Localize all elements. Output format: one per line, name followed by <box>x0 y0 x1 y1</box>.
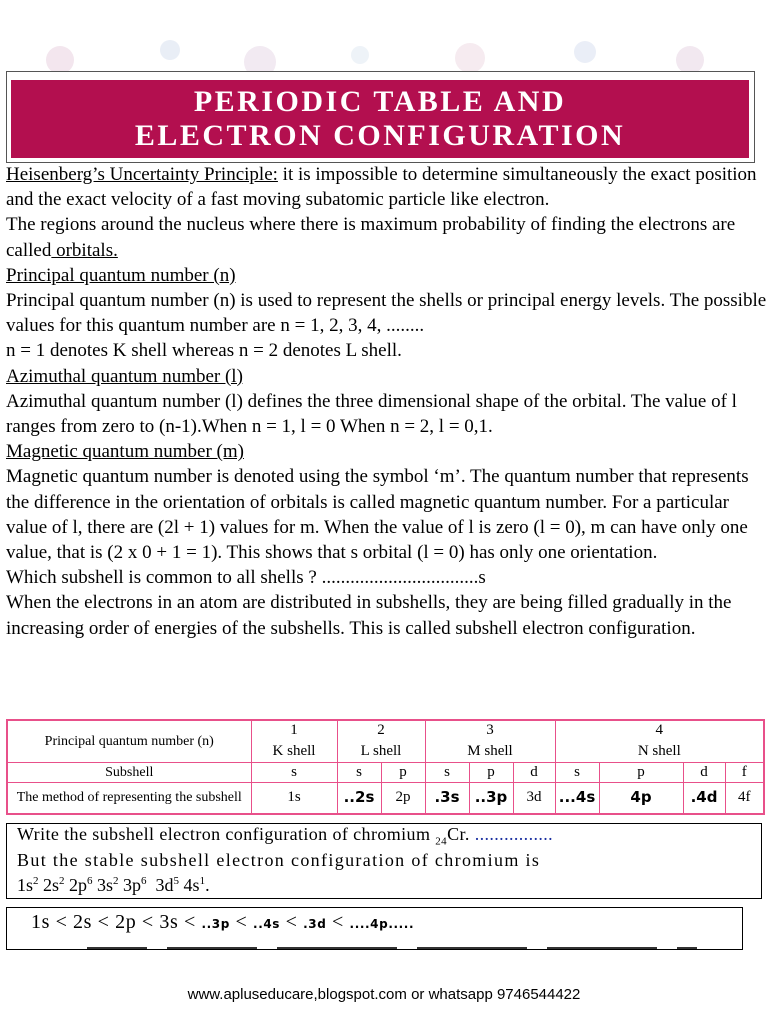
azimuthal-heading: Azimuthal quantum number (l) <box>6 365 243 387</box>
n-value: 1 <box>290 722 298 739</box>
config-term: $3s^2$ <box>97 875 119 895</box>
heisenberg-text: it is impossible to determine simultaneously the exact position and the exact velocity of a fast moving subatomic particle like electron. <box>6 164 757 211</box>
shell-cell-2 <box>337 720 425 762</box>
subshell-cell: p <box>469 762 513 782</box>
subshell-cell: p <box>381 762 425 782</box>
representation-cell: 1s <box>251 782 337 814</box>
chromium-question <box>17 824 553 848</box>
representation-cell: 2p <box>381 782 425 814</box>
main-text <box>6 162 768 641</box>
n-value: 3 <box>486 722 494 739</box>
shell-cell-3 <box>425 720 555 762</box>
title-line-2: ELECTRON CONFIGURATION <box>134 119 626 152</box>
principal-text-2: n = 1 denotes K shell whereas n = 2 denotes L shell. <box>6 340 402 362</box>
atomic-number: 24 <box>435 835 448 848</box>
table-row-principal <box>7 720 764 762</box>
shell-name: K shell <box>272 743 316 760</box>
n-value: 4 <box>655 722 664 739</box>
orbitals-paragraph <box>6 212 768 262</box>
config-electrons: 5 <box>173 875 180 887</box>
shell-cell-1 <box>251 720 337 762</box>
config-term: $2p^6$ <box>69 875 93 895</box>
heisenberg-heading: Heisenberg’s Uncertainty Principle: <box>6 164 278 185</box>
order-fill: ..4s <box>253 917 281 931</box>
order-fill: ....4p <box>349 917 389 931</box>
filling-text: When the electrons in an atom are distributed in subshells, they are being filled gradually in the increasing order of energies of the subshells. This is called subshell electron configuration. <box>6 592 732 639</box>
order-text: < <box>280 911 304 933</box>
shell-name: M shell <box>467 743 513 760</box>
order-text: < <box>229 911 254 933</box>
subshell-cell: f <box>725 762 764 782</box>
order-text: < <box>326 911 350 933</box>
config-electrons: 2 <box>59 875 65 887</box>
n-value: 2 <box>377 722 385 739</box>
config-electrons: 1 <box>199 875 206 887</box>
principal-text: Principal quantum number (n) is used to represent the shells or principal energy levels. The possible values for this quantum number are n = 1, 2, 3, 4, ........ <box>6 290 767 337</box>
shell-name: L shell <box>360 743 402 760</box>
subshell-cell: d <box>513 762 555 782</box>
orbitals-term: orbitals. <box>51 239 118 261</box>
orbitals-text: The regions around the nucleus where there is maximum probability of finding the electrons are called <box>6 214 736 261</box>
order-fill: .3d <box>303 917 327 931</box>
config-term: $4s^1$ <box>183 875 206 895</box>
subshell-label-cell: Subshell <box>7 762 251 782</box>
config-electrons: 2 <box>113 875 119 887</box>
config-term: $3p^6$ <box>123 875 147 895</box>
order-text: 1s < 2s < 2p < 3s < <box>31 911 202 933</box>
shell-cell-4 <box>555 720 764 762</box>
principal-label-cell: Principal quantum number (n) <box>7 720 251 762</box>
title-banner-fill <box>11 80 749 158</box>
subshell-cell: s <box>337 762 381 782</box>
representation-cell: 4f <box>725 782 764 814</box>
magnetic-text: Magnetic quantum number is denoted using the symbol ‘m’. The quantum number that represents the difference in the orientation of orbitals is called magnetic quantum number. For a particular value of l, there are (2l + 1) values for m. When the value of l is zero (l = 0), m can have only one value, that is (2 x 0 + 1 = 1). This shows that s orbital (l = 0) has only one orientation. <box>6 466 749 564</box>
footer-text: www.apluseducare,blogspot.com or whatsapp 9746544422 <box>187 986 581 1003</box>
representation-cell: ..2s <box>337 782 381 814</box>
subshell-cell: s <box>251 762 337 782</box>
config-term: $3d^5$ <box>155 875 180 895</box>
decorative-background <box>0 0 768 80</box>
representation-cell: .3s <box>425 782 469 814</box>
magnetic-heading: Magnetic quantum number (m) <box>6 441 244 463</box>
subshell-table <box>6 719 765 815</box>
order-fill: ..3p <box>201 917 230 931</box>
stable-config-line: But the stable subshell electron configuration of chromium is <box>17 850 541 870</box>
representation-cell: ..3p <box>469 782 513 814</box>
config-electrons: 6 <box>87 875 93 887</box>
config-term: $2s^2$ <box>43 875 65 895</box>
heisenberg-paragraph <box>6 162 768 212</box>
answer-blank: ................ <box>474 824 554 844</box>
representation-label-cell: The method of representing the subshell <box>7 782 251 814</box>
energy-order-box <box>6 907 743 950</box>
energy-order <box>31 911 414 934</box>
representation-cell: 3d <box>513 782 555 814</box>
representation-cell: ...4s <box>555 782 599 814</box>
config-electrons: 2 <box>33 875 39 887</box>
subshell-cell: d <box>683 762 725 782</box>
config-end: . <box>205 875 210 895</box>
table-row-subshell <box>7 762 764 782</box>
order-fill: ..... <box>388 917 415 931</box>
shell-name: N shell <box>637 743 681 760</box>
config-electrons: 6 <box>141 875 147 887</box>
element-symbol: Cr. <box>447 824 475 844</box>
representation-cell: 4p <box>599 782 683 814</box>
config-term: $1s^2$ <box>17 875 39 895</box>
azimuthal-text: Azimuthal quantum number (l) defines the three dimensional shape of the orbital. The value of l ranges from zero to (n-1).When n = 1, l = 0 When n = 2, l = 0,1. <box>6 390 737 438</box>
chromium-question-text: Write the subshell electron configuration of chromium <box>17 824 436 844</box>
cut-off-text-line <box>37 942 737 950</box>
stable-config <box>17 875 210 896</box>
table-row-representation <box>7 782 764 814</box>
common-subshell-question: Which subshell is common to all shells ? .................................s <box>6 567 486 589</box>
config-terms <box>17 875 205 895</box>
subshell-cell: s <box>425 762 469 782</box>
subshell-cell: s <box>555 762 599 782</box>
title-line-1: PERIODIC TABLE AND <box>193 85 567 118</box>
principal-heading: Principal quantum number (n) <box>6 264 236 286</box>
subshell-cell: p <box>599 762 683 782</box>
chromium-question-box <box>6 823 762 899</box>
representation-cell: .4d <box>683 782 725 814</box>
title-banner <box>6 71 755 163</box>
